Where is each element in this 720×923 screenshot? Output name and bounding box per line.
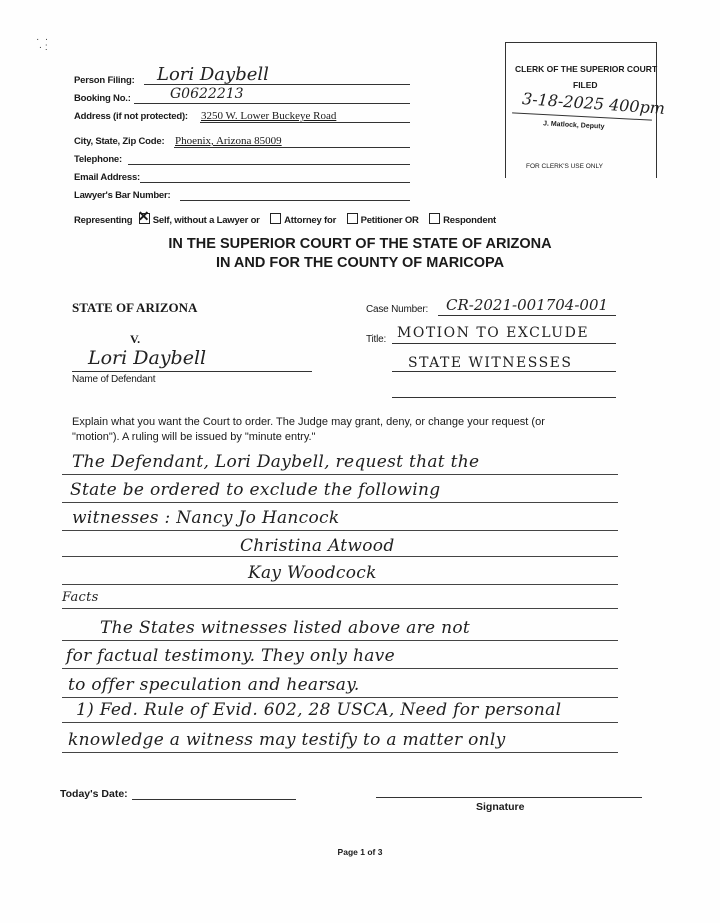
representing-row [74, 213, 496, 226]
body-rule [62, 668, 618, 669]
petitioner-checkbox[interactable] [347, 213, 358, 224]
body-line-text: The States witnesses listed above are not [100, 618, 470, 638]
telephone-label: Telephone: [74, 154, 122, 165]
defendant-line [72, 371, 312, 372]
title-line1: MOTION TO EXCLUDE [397, 325, 590, 341]
stamp-filed: FILED [573, 80, 598, 90]
attorney-checkbox[interactable] [270, 213, 281, 224]
person-filing-value: Lori Daybell [157, 64, 269, 85]
body-line-text: knowledge a witness may testify to a matter only [68, 730, 506, 750]
body-rule [62, 474, 618, 475]
booking-value: G0622213 [170, 86, 244, 102]
email-label: Email Address: [74, 172, 141, 183]
respondent-checkbox[interactable] [429, 213, 440, 224]
stamp-date: 3-18-2025 400pm [521, 89, 666, 118]
body-rule [62, 722, 618, 723]
self-checkbox[interactable] [139, 213, 150, 224]
person-filing-line [144, 84, 410, 85]
court-title-line1: IN THE SUPERIOR COURT OF THE STATE OF ARIZONA [168, 236, 552, 252]
address-value: 3250 W. Lower Buckeye Road [201, 110, 337, 122]
stamp-footer: FOR CLERK'S USE ONLY [526, 163, 603, 170]
representing-label: Representing [74, 215, 133, 226]
court-title-line2: IN AND FOR THE COUNTY OF MARICOPA [215, 255, 505, 271]
petitioner-option-label: Petitioner OR [360, 215, 419, 226]
title-line2: STATE WITNESSES [408, 355, 573, 371]
body-rule [62, 697, 618, 698]
bar-number-line [180, 200, 410, 201]
stray-marks: · · · : [36, 34, 49, 53]
city-line [174, 147, 410, 148]
signature-label: Signature [476, 801, 525, 813]
todays-date-line [132, 799, 296, 800]
city-label: City, State, Zip Code: [74, 136, 165, 147]
title-line3-rule [392, 397, 616, 398]
page-number: Page 1 of 3 [337, 847, 383, 857]
respondent-option-label: Respondent [443, 215, 497, 226]
body-line-text: to offer speculation and hearsay. [68, 675, 360, 695]
body-line-text: Facts [62, 590, 99, 605]
case-number-value: CR-2021-001704-001 [446, 296, 609, 314]
attorney-option-label: Attorney for [284, 215, 337, 226]
booking-label: Booking No.: [74, 93, 131, 104]
defendant-name: Lori Daybell [88, 347, 207, 369]
instructions-line1: Explain what you want the Court to order. The Judge may grant, deny, or change your request (or [72, 416, 545, 428]
case-number-label: Case Number: [366, 304, 429, 315]
body-line-text: witnesses : Nancy Jo Hancock [72, 508, 340, 528]
body-line-text: 1) Fed. Rule of Evid. 602, 28 USCA, Need for personal [76, 700, 562, 720]
address-line [200, 122, 410, 123]
stamp-title: CLERK OF THE SUPERIOR COURT [515, 64, 658, 74]
person-filing-label: Person Filing: [74, 75, 135, 86]
email-line [140, 182, 410, 183]
telephone-line [128, 164, 410, 165]
booking-line [134, 103, 410, 104]
body-rule [62, 584, 618, 585]
plaintiff-name: STATE OF ARIZONA [72, 300, 198, 315]
body-rule [62, 556, 618, 557]
body-line-text: The Defendant, Lori Daybell, request that the [72, 452, 480, 472]
bar-number-label: Lawyer's Bar Number: [74, 190, 171, 201]
body-line-text: for factual testimony. They only have [66, 646, 395, 666]
body-rule [62, 640, 618, 641]
city-value: Phoenix, Arizona 85009 [175, 135, 282, 147]
body-rule [62, 530, 618, 531]
title-label: Title: [366, 334, 387, 345]
stamp-deputy: J. Matlock, Deputy [542, 120, 605, 131]
body-rule [62, 608, 618, 609]
todays-date-label: Today's Date: [60, 788, 128, 800]
title-line2-rule [392, 371, 616, 372]
body-line-text: State be ordered to exclude the following [70, 480, 441, 500]
self-option-label: Self, without a Lawyer or [152, 215, 260, 226]
case-number-line [438, 315, 616, 316]
body-line-text: Christina Atwood [240, 536, 395, 556]
signature-line [376, 797, 642, 798]
defendant-label: Name of Defendant [72, 374, 156, 385]
body-rule [62, 502, 618, 503]
body-rule [62, 752, 618, 753]
address-label: Address (if not protected): [74, 111, 188, 122]
body-line-text: Kay Woodcock [248, 563, 377, 583]
versus-label: V. [130, 332, 141, 346]
title-line1-rule [392, 343, 616, 344]
instructions-line2: "motion"). A ruling will be issued by "minute entry." [72, 431, 316, 443]
